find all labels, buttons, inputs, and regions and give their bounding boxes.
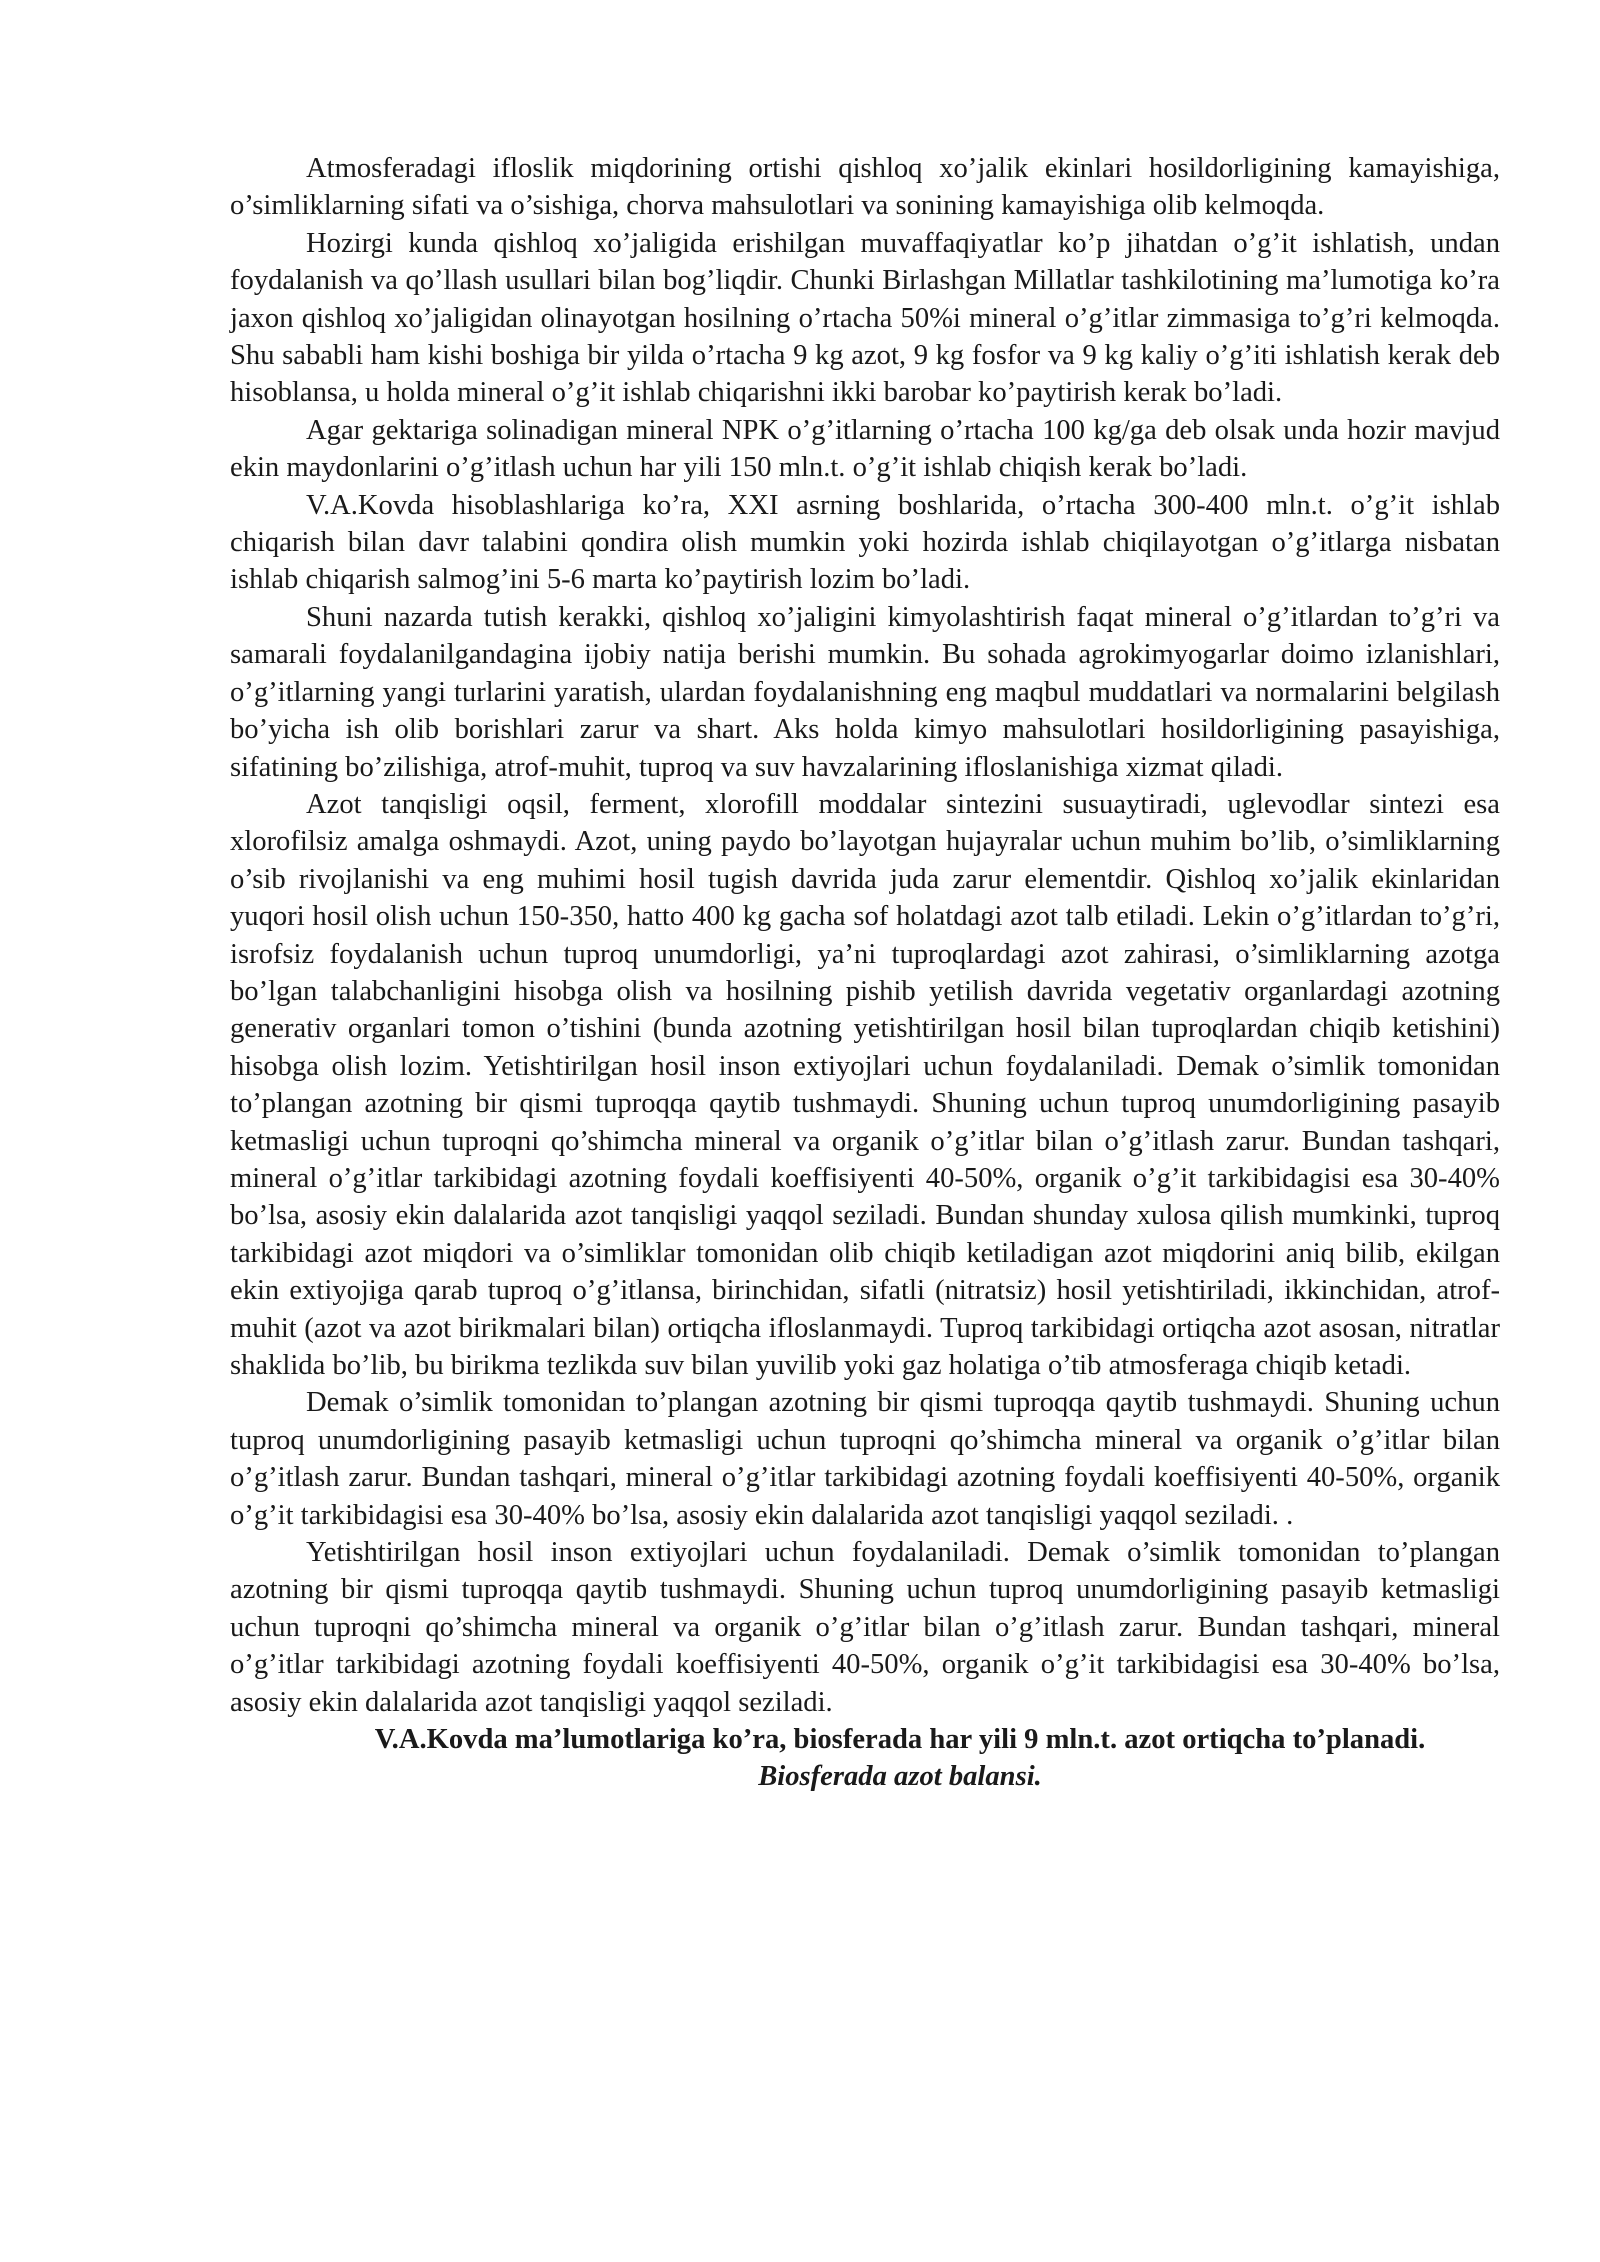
closing-heading	[230, 1721, 1500, 1796]
closing-bold-text: V.A.Kovda ma’lumotlariga ko’ra, biosferada har yili 9 mln.t. azot ortiqcha to’planadi.	[374, 1724, 1426, 1756]
paragraph-kovda-estimate: V.A.Kovda hisoblashlariga ko’ra, XXI asrning boshlarida, o’rtacha 300-400 mln.t. o’g’it ishlab chiqarish bilan davr talabini qondira olish mumkin yoki hozirda ishlab chiqilayotgan o’g’itlarga nisbatan ishlab chiqarish salmog’ini 5-6 marta ko’paytirish lozim bo’ladi.	[230, 489, 1500, 596]
paragraph-nitrogen-return: Demak o’simlik tomonidan to’plangan azotning bir qismi tuproqqa qaytib tushmaydi. Shuning uchun tuproq unumdorligining pasayib ketmasligi uchun tuproqni qo’shimcha mineral va organik o’g’itlar bilan o’g’itlash zarur. Bundan tashqari, mineral o’g’itlar tarkibidagi azotning foydali koeffisiyenti 40-50%, organik o’g’it tarkibidagisi esa 30-40% bo’lsa, asosiy ekin dalalarida azot tanqisligi yaqqol seziladi. .	[230, 1387, 1500, 1531]
closing-italic-title: Biosferada azot balansi.	[758, 1761, 1042, 1793]
paragraph-fertilizer-success: Hozirgi kunda qishloq xo’jaligida erishilgan muvaffaqiyatlar ko’p jihatdan o’g’it ishlatish, undan foydalanish va qo’llash usullari bilan bog’liqdir. Chunki Birlashgan Millatlar tashkilotining ma’lumotiga ko’ra jaxon qishloq xo’jaligidan olinayotgan hosilning o’rtacha 50%i mineral o’g’itlar zimmasiga to’g’ri kelmoqda. Shu sababli ham kishi boshiga bir yilda o’rtacha 9 kg azot, 9 kg fosfor va 9 kg kaliy o’g’iti ishlatish kerak deb hisoblansa, u holda mineral o’g’it ishlab chiqarishni ikki barobar ko’paytirish kerak bo’ladi.	[230, 227, 1500, 409]
paragraph-atmosphere-pollution: Atmosferadagi ifloslik miqdorining ortishi qishloq xo’jalik ekinlari hosildorligining kamayishiga, o’simliklarning sifati va o’sishiga, chorva mahsulotlari va sonining kamayishiga olib kelmoqda.	[230, 153, 1500, 222]
paragraph-nitrogen-deficiency: Azot tanqisligi oqsil, ferment, xlorofill moddalar sintezini susuaytiradi, uglevodlar sintezi esa xlorofilsiz amalga oshmaydi. Azot, uning paydo bo’layotgan hujayralar uchun muhim bo’lib, o’simliklarning o’sib rivojlanishi va eng muhimi hosil tugish davrida juda zarur elementdir. Qishloq xo’jalik ekinlaridan yuqori hosil olish uchun 150-350, hatto 400 kg gacha sof holatdagi azot talb etiladi. Lekin o’g’itlardan to’g’ri, isrofsiz foydalanish uchun tuproq unumdorligi, ya’ni tuproqlardagi azot zahirasi, o’simliklarning azotga bo’lgan talabchanligini hisobga olish va hosilning pishib yetilish davrida vegetativ organlardagi azotning generativ organlari tomon o’tishini (bunda azotning yetishtirilgan hosil bilan tuproqlardan chiqib ketishini) hisobga olish lozim. Yetishtirilgan hosil inson extiyojlari uchun foydalaniladi. Demak o’simlik tomonidan to’plangan azotning bir qismi tuproqqa qaytib tushmaydi. Shuning uchun tuproq unumdorligining pasayib ketmasligi uchun tuproqni qo’shimcha mineral va organik o’g’itlar bilan o’g’itlash zarur. Bundan tashqari, mineral o’g’itlar tarkibidagi azotning foydali koeffisiyenti 40-50%, organik o’g’it tarkibidagisi esa 30-40% bo’lsa, asosiy ekin dalalarida azot tanqisligi yaqqol seziladi. Bundan shunday xulosa qilish mumkinki, tuproq tarkibidagi azot miqdori va o’simliklar tomonidan olib chiqib ketiladigan azot miqdorini aniq bilib, ekilgan ekin extiyojiga qarab tuproq o’g’itlansa, birinchidan, sifatli (nitratsiz) hosil yetishtiriladi, ikkinchidan, atrof-muhit (azot va azot birikmalari bilan) ortiqcha ifloslanmaydi. Tuproq tarkibidagi ortiqcha azot asosan, nitratlar shaklida bo’lib, bu birikma tezlikda suv bilan yuvilib yoki gaz holatiga o’tib atmosferaga chiqib ketadi.	[230, 788, 1500, 1381]
paragraph-harvest-use: Yetishtirilgan hosil inson extiyojlari uchun foydalaniladi. Demak o’simlik tomonidan to’plangan azotning bir qismi tuproqqa qaytib tushmaydi. Shuning uchun tuproq unumdorligining pasayib ketmasligi uchun tuproqni qo’shimcha mineral va organik o’g’itlar bilan o’g’itlash zarur. Bundan tashqari, mineral o’g’itlar tarkibidagi azotning foydali koeffisiyenti 40-50%, organik o’g’it tarkibidagisi esa 30-40% bo’lsa, asosiy ekin dalalarida azot tanqisligi yaqqol seziladi.	[230, 1537, 1500, 1718]
paragraph-chemicalization: Shuni nazarda tutish kerakki, qishloq xo’jaligini kimyolashtirish faqat mineral o’g’itlardan to’g’ri va samarali foydalanilgandagina ijobiy natija berishi mumkin. Bu sohada agrokimyogarlar doimo izlanishlari, o’g’itlarning yangi turlarini yaratish, ulardan foydalanishning eng maqbul muddatlari va normalarini belgilash bo’yicha ish olib borishlari zarur va shart. Aks holda kimyo mahsulotlari hosildorligining pasayishiga, sifatining bo’zilishiga, atrof-muhit, tuproq va suv havzalarining ifloslanishiga xizmat qiladi.	[230, 601, 1500, 783]
document-page	[230, 150, 1500, 1796]
paragraph-npk-demand: Agar gektariga solinadigan mineral NPK o’g’itlarning o’rtacha 100 kg/ga deb olsak unda hozir mavjud ekin maydonlarini o’g’itlash uchun har yili 150 mln.t. o’g’it ishlab chiqish kerak bo’ladi.	[230, 414, 1500, 484]
